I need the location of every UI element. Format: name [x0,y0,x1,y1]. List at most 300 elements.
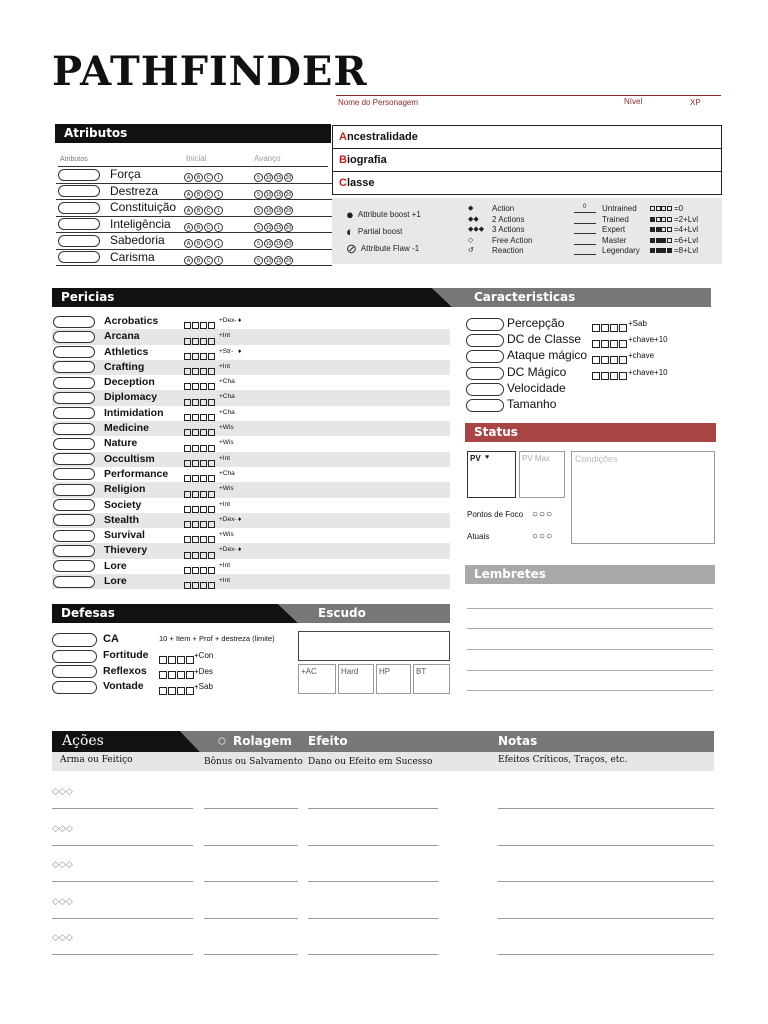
action-field-line[interactable] [52,954,193,955]
skill-value[interactable] [53,331,95,343]
pv-max-box[interactable] [519,451,565,498]
prof-box[interactable] [186,687,194,695]
ancestry-initial: A [339,131,347,143]
save-name: Vontade [103,680,144,692]
prof-box[interactable] [610,356,618,364]
shield-cell[interactable] [338,664,374,694]
prof-box[interactable] [184,338,191,345]
skill-value[interactable] [53,407,95,419]
prof-box[interactable] [159,687,167,695]
action-field-line[interactable] [52,881,193,882]
initial-mark[interactable]: B [194,173,203,182]
advance-mark[interactable]: 10 [265,208,272,215]
prof-box[interactable] [184,445,191,452]
initial-mark[interactable]: 1 [214,190,223,199]
prof-box[interactable] [610,324,618,332]
attribute-name: Sabedoria [110,233,165,247]
ca-formula: 10 + Item + Prof + destreza (limite) [159,634,275,643]
prof-box[interactable] [610,372,618,380]
initial-mark[interactable]: C [204,256,213,265]
action-cost-icon[interactable]: ◇◇◇ [52,859,73,869]
prof-box[interactable] [208,506,215,513]
prof-box[interactable] [184,491,191,498]
prof-box[interactable] [208,322,215,329]
advance-mark[interactable]: 15 [275,191,282,198]
prof-box[interactable] [208,475,215,482]
rolagem-title: Rolagem [233,734,292,748]
skill-name: Occultism [104,452,155,465]
advance-mark[interactable]: 20 [285,224,292,231]
prof-box[interactable] [208,429,215,436]
prof-box[interactable] [208,338,215,345]
prof-box[interactable] [192,383,199,390]
advance-mark[interactable]: 15 [275,208,282,215]
col-inicial: Inicial [186,154,207,163]
prof-box[interactable] [200,383,207,390]
prof-box[interactable] [192,521,199,528]
prof-box[interactable] [200,475,207,482]
boost-icon: ⊘ [346,241,357,257]
prof-box[interactable] [192,506,199,513]
prof-box[interactable] [200,353,207,360]
advance-mark[interactable]: 5 [254,173,263,182]
initial-mark[interactable]: A [184,173,193,182]
prof-box[interactable] [184,368,191,375]
prof-box[interactable] [192,429,199,436]
action-icon: ↺ [468,247,474,254]
advance-mark[interactable]: 15 [275,224,282,231]
shield-cell[interactable] [376,664,411,694]
action-field-line[interactable] [204,808,298,809]
prof-box[interactable] [619,356,627,364]
skill-value[interactable] [53,316,95,328]
initial-mark[interactable]: 1 [214,239,223,248]
advance-mark[interactable]: 5 [254,256,263,265]
prof-box[interactable] [208,536,215,543]
advance-mark[interactable]: 20 [285,241,292,248]
prof-box[interactable] [192,460,199,467]
action-icon: ◆ [468,205,474,212]
skill-value[interactable] [53,560,95,572]
prof-box[interactable] [601,324,609,332]
prof-boxes [650,204,672,215]
action-icon: ◆◆◆ [468,226,485,233]
action-cost-icon[interactable]: ◇◇◇ [52,786,73,796]
prof-box[interactable] [192,475,199,482]
action-field-line[interactable] [308,881,438,882]
prof-box[interactable] [184,383,191,390]
characteristic-modifier: +chave [628,351,655,361]
prof-box[interactable] [592,356,600,364]
prof-box[interactable] [184,567,191,574]
skill-name: Survival [104,529,145,542]
action-cost-icon[interactable]: ◇◇◇ [52,932,73,942]
d20-icon: ⬡ [218,736,226,746]
skill-value[interactable] [53,576,95,588]
initial-mark[interactable]: C [204,190,213,199]
initial-mark[interactable]: B [194,223,203,232]
advance-mark[interactable]: 10 [265,191,272,198]
prof-box[interactable] [184,353,191,360]
characteristic-name: Tamanho [507,396,557,411]
action-field-line[interactable] [308,845,438,846]
skill-row [52,375,450,390]
shield-cell-label: BT [416,667,427,676]
characteristic-value[interactable] [466,350,504,363]
initial-mark[interactable]: B [194,190,203,199]
skill-name: Thievery [104,544,148,557]
initial-mark[interactable]: A [184,206,193,215]
characteristic-value[interactable] [466,399,504,412]
prof-box[interactable] [208,414,215,421]
save-value[interactable] [52,650,97,663]
prof-box[interactable] [208,552,215,559]
characteristic-value[interactable] [466,318,504,331]
initial-mark[interactable]: A [184,223,193,232]
prof-box[interactable] [192,353,199,360]
conditions-box[interactable] [571,451,715,544]
action-label: 3 Actions [492,225,525,234]
action-field-line[interactable] [204,881,298,882]
skill-value[interactable] [53,468,95,480]
skill-value[interactable] [53,346,95,358]
legend-prof-row [574,225,724,236]
prof-box[interactable] [184,552,191,559]
action-field-line[interactable] [52,845,193,846]
prof-box[interactable] [184,414,191,421]
prof-boxes [650,246,672,257]
skill-value[interactable] [53,453,95,465]
attribute-value[interactable] [58,169,100,181]
characteristic-name: Velocidade [507,380,566,395]
initial-mark[interactable]: C [204,206,213,215]
initial-mark[interactable]: B [194,206,203,215]
attribute-value[interactable] [58,185,100,197]
advance-mark[interactable]: 20 [285,191,292,198]
prof-box[interactable] [200,338,207,345]
prof-box[interactable] [208,491,215,498]
prof-box[interactable] [200,445,207,452]
initial-mark[interactable]: C [204,173,213,182]
col-dano: Dano ou Efeito em Sucesso [308,757,433,767]
boost-label: Attribute Flaw -1 [360,244,420,253]
skill-row [52,574,450,589]
action-field-line[interactable] [204,954,298,955]
prof-box[interactable] [619,372,627,380]
ancestry-label: iografia [346,154,387,166]
skill-modifier: +Cha [219,378,235,386]
prof-box[interactable] [208,368,215,375]
prof-box[interactable] [184,582,191,589]
prof-box[interactable] [200,322,207,329]
skill-name: Acrobatics [104,315,159,327]
skill-value[interactable] [53,530,95,542]
skill-value[interactable] [53,361,95,373]
prof-box[interactable] [192,338,199,345]
ancestry-row[interactable] [333,126,721,149]
skill-row [52,559,450,574]
characteristic-value[interactable] [466,334,504,347]
skill-value[interactable] [53,438,95,450]
prof-box[interactable] [208,567,215,574]
action-field-line[interactable] [52,918,193,919]
initial-mark[interactable]: A [184,239,193,248]
prof-value: =8+Lvl [674,246,699,255]
prof-box[interactable] [192,368,199,375]
skill-modifier: +Cha [219,393,235,401]
shield-box[interactable] [298,631,450,661]
prof-box[interactable] [208,460,215,467]
action-field-line[interactable] [498,918,714,919]
save-value[interactable] [52,665,97,678]
advance-mark[interactable]: 5 [254,223,263,232]
action-cost-icon[interactable]: ◇◇◇ [52,895,73,906]
legend-action-row [468,225,568,236]
skill-row [52,498,450,513]
initial-mark[interactable]: B [194,239,203,248]
prof-box[interactable] [619,324,627,332]
initial-mark[interactable]: C [204,239,213,248]
action-cost-icon[interactable]: ◇◇◇ [52,822,73,833]
prof-box[interactable] [208,445,215,452]
prof-box[interactable] [192,414,199,421]
prof-box[interactable] [184,429,191,436]
initial-mark[interactable]: 1 [214,206,223,215]
prof-box[interactable] [592,324,600,332]
pv-max-label: PV Max [522,454,551,463]
prof-box[interactable] [592,372,600,380]
prof-box[interactable] [184,322,191,329]
action-field-line[interactable] [204,845,298,846]
armor-penalty-icon: ♦ [238,317,242,324]
advance-mark[interactable]: 5 [254,206,263,215]
skill-value[interactable] [53,484,95,496]
shield-cell[interactable] [298,664,336,694]
prof-box[interactable] [192,399,199,406]
save-name: Reflexos [103,664,147,677]
attribute-value[interactable] [58,251,100,263]
prof-box [667,227,672,232]
pv-label: PV [470,454,481,463]
action-field-line[interactable] [498,881,714,882]
attribute-value[interactable] [58,235,100,247]
prof-box[interactable] [184,399,191,406]
attribute-name: Carisma [110,249,155,264]
prof-box[interactable] [200,460,207,467]
prof-box[interactable] [601,340,609,348]
attribute-row [56,200,332,217]
save-row [52,648,297,664]
save-value[interactable] [52,681,97,694]
prof-box[interactable] [200,567,207,574]
shield-cell-label: HP [379,667,391,676]
pathfinder-logo: PATHFINDER [52,48,368,95]
prof-box[interactable] [192,582,199,589]
ancestry-label: lasse [346,177,375,189]
prof-box[interactable] [184,536,191,543]
prof-box[interactable] [192,536,199,543]
name-line[interactable] [336,95,721,96]
skill-value[interactable] [53,377,95,389]
skill-name: Athletics [104,345,149,358]
skill-modifier: +Cha [219,469,235,477]
characteristic-name: DC Mágico [507,364,567,379]
legend-action-row [468,246,568,257]
acoes-subheader [52,752,714,771]
prof-box [661,227,666,232]
initial-mark[interactable]: 1 [214,256,223,265]
prof-box [650,217,655,222]
skill-name: Nature [104,437,138,450]
prof-box[interactable] [200,536,207,543]
notas-title: Notas [498,734,538,748]
focus-points[interactable]: ○○○ [532,509,554,520]
attribute-name: Inteligência [110,216,171,231]
action-field-line[interactable] [308,918,438,919]
advance-mark[interactable]: 20 [285,175,292,182]
prof-box [667,217,672,222]
skill-value[interactable] [53,392,95,404]
initial-mark[interactable]: A [184,256,193,265]
prof-box[interactable] [619,340,627,348]
action-field-line[interactable] [204,918,298,919]
skill-prof-boxes[interactable] [184,577,216,595]
advance-mark[interactable]: 20 [285,208,292,215]
acoes-header-bg [52,731,714,752]
skill-value[interactable] [53,499,95,511]
action-field-line[interactable] [498,808,714,809]
prof-box[interactable] [192,491,199,498]
characteristic-value[interactable] [466,383,504,396]
advance-mark[interactable]: 10 [265,241,272,248]
skill-modifier: +Int [219,577,231,585]
attribute-value[interactable] [58,202,100,214]
prof-box[interactable] [192,552,199,559]
prof-box[interactable] [200,582,207,589]
characteristic-row [466,365,716,381]
skill-modifier: +Int [219,362,231,370]
advance-mark[interactable]: 5 [254,239,263,248]
advance-mark[interactable]: 20 [285,257,292,264]
prof-box[interactable] [610,340,618,348]
skill-list [52,314,450,589]
prof-boxes [650,236,672,247]
action-field-line[interactable] [308,954,438,955]
prof-box[interactable] [592,340,600,348]
prof-box[interactable] [208,521,215,528]
ancestry-row[interactable] [333,149,721,172]
prof-box[interactable] [208,353,215,360]
prof-box[interactable] [200,414,207,421]
initial-mark[interactable]: A [184,190,193,199]
prof-box[interactable] [208,399,215,406]
conditions-label: Condições [575,454,618,464]
defesas-header-bg [52,604,450,623]
escudo-title: Escudo [318,606,366,620]
prof-box[interactable] [168,687,176,695]
attribute-name: Destreza [110,183,159,198]
prof-box[interactable] [200,399,207,406]
advance-mark[interactable]: 15 [275,241,282,248]
skill-value[interactable] [53,514,95,526]
prof-box[interactable] [200,429,207,436]
prof-label: Trained [602,214,629,224]
shield-cell[interactable] [413,664,450,694]
action-field-line[interactable] [498,845,714,846]
prof-box [656,217,661,222]
characteristic-name: Ataque mágico [507,348,588,363]
save-modifier: +Con [194,651,214,660]
action-field-line[interactable] [498,954,714,955]
skill-value[interactable] [53,423,95,435]
action-icon: ◆◆ [468,215,479,223]
prof-box [650,248,655,253]
attribute-value[interactable] [58,218,100,230]
prof-box[interactable] [184,506,191,513]
action-field-line[interactable] [308,808,438,809]
prof-box[interactable] [192,322,199,329]
prof-box[interactable] [208,582,215,589]
prof-box[interactable] [184,460,191,467]
advance-mark[interactable]: 10 [265,175,272,182]
pv-box[interactable] [467,451,516,498]
level-label: Nível [624,97,643,106]
prof-box[interactable] [200,491,207,498]
save-row [52,664,297,680]
skill-name: Stealth [104,513,140,526]
prof-box[interactable] [177,687,185,695]
prof-box[interactable] [200,552,207,559]
initial-mark[interactable]: B [194,256,203,265]
advance-mark[interactable]: 10 [265,257,272,264]
initial-mark[interactable]: C [204,223,213,232]
save-prof-boxes[interactable] [159,682,195,700]
skill-value[interactable] [53,545,95,557]
prof-box[interactable] [200,506,207,513]
action-label: 2 Actions [492,214,525,224]
skill-name: Religion [104,483,146,496]
prof-box[interactable] [192,445,199,452]
prof-box[interactable] [200,521,207,528]
advance-mark[interactable]: 15 [275,175,282,182]
prof-box [650,238,655,243]
prof-label: Master [602,235,627,245]
prof-box[interactable] [184,475,191,482]
prof-box[interactable] [601,372,609,380]
initial-mark[interactable]: 1 [214,223,223,232]
prof-box[interactable] [208,383,215,390]
prof-box[interactable] [200,368,207,375]
prof-box [661,217,666,222]
prof-box[interactable] [184,521,191,528]
prof-box[interactable] [601,356,609,364]
action-field-line[interactable] [52,808,193,809]
ca-value[interactable] [52,633,97,647]
legend-action-row [468,215,568,226]
advance-mark[interactable]: 5 [254,190,263,199]
prof-box[interactable] [192,567,199,574]
ancestry-row[interactable] [333,172,721,194]
advance-mark[interactable]: 15 [275,257,282,264]
skill-modifier: +Wis [219,424,234,432]
heart-icon: ♥ [485,454,490,461]
current-points[interactable]: ○○○ [532,531,554,542]
action-label: Free Action [492,235,533,245]
attribute-row [56,250,332,267]
initial-mark[interactable]: 1 [214,173,223,182]
advance-mark[interactable]: 10 [265,224,272,231]
characteristic-value[interactable] [466,367,504,380]
